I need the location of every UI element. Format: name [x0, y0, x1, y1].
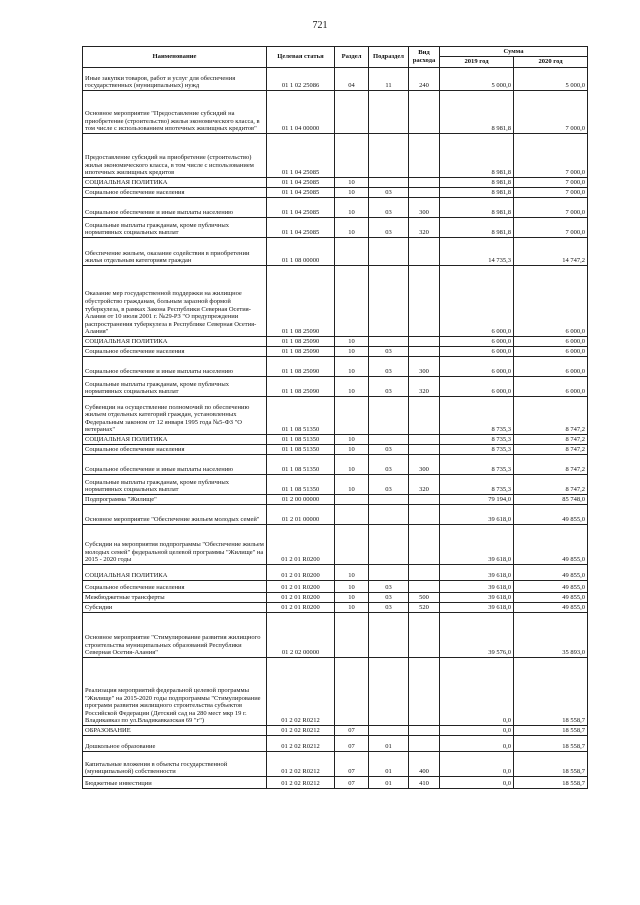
row-name: Обеспечение жильем, оказание содействия в приобретении жилья отдельным категориям граждан — [83, 238, 267, 266]
row-expense-type — [409, 445, 440, 455]
row-subsection: 03 — [369, 593, 409, 603]
row-subsection — [369, 525, 409, 565]
row-amount-2020: 7 000,0 — [514, 218, 588, 238]
row-amount-2019: 6 000,0 — [440, 337, 514, 347]
row-subsection — [369, 91, 409, 134]
table-body — [83, 68, 588, 789]
row-target-code: 01 1 08 51350 — [267, 445, 335, 455]
row-amount-2020: 18 558,7 — [514, 736, 588, 752]
row-subsection: 03 — [369, 198, 409, 218]
row-name: Социальное обеспечение населения — [83, 188, 267, 198]
row-name: Социальное обеспечение и иные выплаты населению — [83, 455, 267, 475]
row-amount-2020: 18 558,7 — [514, 726, 588, 736]
row-expense-type — [409, 613, 440, 658]
row-name: Подпрограмма "Жилище" — [83, 495, 267, 505]
table-row — [83, 613, 588, 658]
row-amount-2019: 0,0 — [440, 658, 514, 726]
table-row — [83, 435, 588, 445]
row-name: Социальное обеспечение населения — [83, 347, 267, 357]
row-expense-type: 410 — [409, 777, 440, 789]
row-name: Иные закупки товаров, работ и услуг для обеспечения государственных (муниципальных) нужд — [83, 68, 267, 91]
row-section: 07 — [335, 726, 369, 736]
header-sum: Сумма — [440, 47, 588, 57]
row-amount-2019: 39 618,0 — [440, 525, 514, 565]
row-amount-2019: 8 981,8 — [440, 91, 514, 134]
row-name: Социальные выплаты гражданам, кроме публичных нормативных социальных выплат — [83, 475, 267, 495]
row-expense-type — [409, 505, 440, 525]
row-section: 04 — [335, 68, 369, 91]
row-target-code: 01 1 08 25090 — [267, 337, 335, 347]
row-expense-type — [409, 565, 440, 581]
row-target-code: 01 2 02 R0212 — [267, 726, 335, 736]
row-expense-type — [409, 347, 440, 357]
row-amount-2019: 39 618,0 — [440, 581, 514, 593]
row-subsection — [369, 726, 409, 736]
row-amount-2019: 8 735,3 — [440, 397, 514, 435]
row-section: 10 — [335, 445, 369, 455]
row-amount-2020: 35 893,0 — [514, 613, 588, 658]
table-row — [83, 565, 588, 581]
row-section — [335, 613, 369, 658]
row-section: 10 — [335, 198, 369, 218]
row-amount-2020: 49 855,0 — [514, 581, 588, 593]
row-subsection — [369, 266, 409, 337]
row-amount-2019: 6 000,0 — [440, 347, 514, 357]
row-amount-2020: 8 747,2 — [514, 455, 588, 475]
row-expense-type: 240 — [409, 68, 440, 91]
row-target-code: 01 2 02 R0212 — [267, 752, 335, 777]
row-expense-type — [409, 736, 440, 752]
table-row — [83, 238, 588, 266]
row-section — [335, 495, 369, 505]
row-target-code: 01 2 01 R0200 — [267, 581, 335, 593]
row-target-code: 01 1 08 25090 — [267, 266, 335, 337]
table-row — [83, 603, 588, 613]
table-row — [83, 455, 588, 475]
row-target-code: 01 1 04 25085 — [267, 218, 335, 238]
row-amount-2019: 8 981,8 — [440, 188, 514, 198]
row-amount-2019: 8 981,8 — [440, 218, 514, 238]
row-section: 10 — [335, 347, 369, 357]
row-expense-type — [409, 188, 440, 198]
row-section: 10 — [335, 603, 369, 613]
row-target-code: 01 1 08 51350 — [267, 397, 335, 435]
row-amount-2020: 7 000,0 — [514, 188, 588, 198]
table-row — [83, 726, 588, 736]
row-amount-2019: 0,0 — [440, 726, 514, 736]
row-amount-2019: 6 000,0 — [440, 377, 514, 397]
row-amount-2020: 49 855,0 — [514, 565, 588, 581]
header-name: Наименование — [83, 47, 267, 68]
row-amount-2019: 6 000,0 — [440, 357, 514, 377]
row-section: 07 — [335, 736, 369, 752]
row-name: Дошкольное образование — [83, 736, 267, 752]
row-target-code: 01 2 01 R0200 — [267, 525, 335, 565]
row-subsection: 01 — [369, 736, 409, 752]
row-name: Социальное обеспечение и иные выплаты населению — [83, 198, 267, 218]
row-target-code: 01 1 08 25090 — [267, 357, 335, 377]
row-section: 10 — [335, 593, 369, 603]
row-subsection: 03 — [369, 475, 409, 495]
row-subsection: 03 — [369, 603, 409, 613]
row-section: 10 — [335, 377, 369, 397]
row-section: 07 — [335, 777, 369, 789]
row-section: 10 — [335, 581, 369, 593]
row-target-code: 01 1 04 25085 — [267, 178, 335, 188]
table-row — [83, 347, 588, 357]
row-amount-2019: 8 735,3 — [440, 445, 514, 455]
row-expense-type: 320 — [409, 377, 440, 397]
table-row — [83, 68, 588, 91]
header-section: Раздел — [335, 47, 369, 68]
row-subsection: 01 — [369, 777, 409, 789]
row-name: СОЦИАЛЬНАЯ ПОЛИТИКА — [83, 178, 267, 188]
row-amount-2019: 8 735,3 — [440, 475, 514, 495]
row-section: 10 — [335, 337, 369, 347]
row-name: СОЦИАЛЬНАЯ ПОЛИТИКА — [83, 565, 267, 581]
row-name: Бюджетные инвестиции — [83, 777, 267, 789]
row-subsection — [369, 505, 409, 525]
row-amount-2019: 39 618,0 — [440, 593, 514, 603]
row-name: Основное мероприятие "Стимулирование развития жилищного строительства муниципальных образований Республики Северная Осетия-Алания" — [83, 613, 267, 658]
row-amount-2019: 8 981,8 — [440, 134, 514, 178]
row-subsection — [369, 658, 409, 726]
table-row — [83, 445, 588, 455]
header-year-2020: 2020 год — [514, 57, 588, 68]
row-amount-2019: 6 000,0 — [440, 266, 514, 337]
row-subsection — [369, 238, 409, 266]
row-target-code: 01 2 02 R0212 — [267, 736, 335, 752]
row-expense-type — [409, 525, 440, 565]
header-target: Целевая статья — [267, 47, 335, 68]
row-amount-2020: 6 000,0 — [514, 357, 588, 377]
row-section: 10 — [335, 218, 369, 238]
row-subsection: 03 — [369, 581, 409, 593]
row-section: 10 — [335, 455, 369, 475]
table-row — [83, 525, 588, 565]
row-target-code: 01 1 04 00000 — [267, 91, 335, 134]
table-row — [83, 218, 588, 238]
row-amount-2020: 8 747,2 — [514, 445, 588, 455]
row-section — [335, 238, 369, 266]
row-expense-type — [409, 581, 440, 593]
row-target-code: 01 1 08 51350 — [267, 435, 335, 445]
row-expense-type — [409, 178, 440, 188]
row-expense-type — [409, 658, 440, 726]
table-row — [83, 357, 588, 377]
row-amount-2020: 7 000,0 — [514, 134, 588, 178]
table-row — [83, 178, 588, 188]
row-expense-type — [409, 435, 440, 445]
row-target-code: 01 1 04 25085 — [267, 198, 335, 218]
row-name: ОБРАЗОВАНИЕ — [83, 726, 267, 736]
row-amount-2019: 8 981,8 — [440, 198, 514, 218]
row-section: 10 — [335, 435, 369, 445]
row-expense-type — [409, 726, 440, 736]
row-section — [335, 658, 369, 726]
row-subsection — [369, 397, 409, 435]
row-section: 10 — [335, 357, 369, 377]
row-target-code: 01 2 02 R0212 — [267, 777, 335, 789]
row-name: Предоставление субсидий на приобретение (строительство) жилья экономического класса, в том числе с использованием ипотечных жилищных кредитов — [83, 134, 267, 178]
row-subsection — [369, 178, 409, 188]
table-row — [83, 475, 588, 495]
row-amount-2019: 0,0 — [440, 777, 514, 789]
row-subsection: 03 — [369, 347, 409, 357]
row-amount-2020: 49 855,0 — [514, 525, 588, 565]
row-target-code: 01 2 02 R0212 — [267, 658, 335, 726]
row-target-code: 01 1 08 00000 — [267, 238, 335, 266]
row-expense-type — [409, 266, 440, 337]
page-number: 721 — [312, 20, 328, 31]
table-row — [83, 397, 588, 435]
row-target-code: 01 1 08 51350 — [267, 455, 335, 475]
row-expense-type — [409, 337, 440, 347]
row-subsection: 03 — [369, 218, 409, 238]
row-subsection — [369, 565, 409, 581]
row-expense-type: 500 — [409, 593, 440, 603]
table-row — [83, 188, 588, 198]
row-subsection — [369, 613, 409, 658]
row-target-code: 01 2 02 00000 — [267, 613, 335, 658]
table-row — [83, 91, 588, 134]
row-amount-2020: 14 747,2 — [514, 238, 588, 266]
row-amount-2020: 7 000,0 — [514, 198, 588, 218]
row-section: 10 — [335, 178, 369, 188]
row-amount-2020: 6 000,0 — [514, 377, 588, 397]
row-name: СОЦИАЛЬНАЯ ПОЛИТИКА — [83, 337, 267, 347]
row-subsection: 03 — [369, 188, 409, 198]
table-row — [83, 495, 588, 505]
row-amount-2019: 0,0 — [440, 736, 514, 752]
row-amount-2019: 39 618,0 — [440, 565, 514, 581]
row-amount-2020: 8 747,2 — [514, 435, 588, 445]
row-amount-2020: 49 855,0 — [514, 603, 588, 613]
table-row — [83, 593, 588, 603]
row-target-code: 01 2 01 00000 — [267, 505, 335, 525]
row-target-code: 01 2 00 00000 — [267, 495, 335, 505]
row-name: Субсидии — [83, 603, 267, 613]
row-amount-2019: 39 618,0 — [440, 603, 514, 613]
row-amount-2020: 18 558,7 — [514, 752, 588, 777]
row-name: Субвенции на осуществление полномочий по обеспечению жильем отдельных категорий граждан, установленных Федеральным законом от 12 января 1995 года №5-ФЗ "О ветеранах" — [83, 397, 267, 435]
row-section: 10 — [335, 475, 369, 495]
row-name: Социальные выплаты гражданам, кроме публичных нормативных социальных выплат — [83, 218, 267, 238]
row-subsection — [369, 495, 409, 505]
table-row — [83, 777, 588, 789]
row-section: 10 — [335, 565, 369, 581]
row-amount-2019: 0,0 — [440, 752, 514, 777]
row-expense-type: 400 — [409, 752, 440, 777]
row-amount-2020: 18 558,7 — [514, 658, 588, 726]
row-amount-2019: 8 735,3 — [440, 455, 514, 475]
row-target-code: 01 1 04 25085 — [267, 134, 335, 178]
table-row — [83, 505, 588, 525]
row-target-code: 01 1 08 25090 — [267, 377, 335, 397]
table-row — [83, 377, 588, 397]
row-amount-2020: 7 000,0 — [514, 178, 588, 188]
row-amount-2020: 49 855,0 — [514, 593, 588, 603]
row-target-code: 01 2 01 R0200 — [267, 565, 335, 581]
table-row — [83, 752, 588, 777]
row-name: Оказание мер государственной поддержки на жилищное обустройство гражданам, больным заразной формой туберкулеза, в рамках Закона Республики Северная Осетия-Алания от 10 июля 2001 г. №29-РЗ "О предупреждении распространения туберкулеза в Республике Северная Осетия-Алания" — [83, 266, 267, 337]
table-row — [83, 736, 588, 752]
row-amount-2020: 5 000,0 — [514, 68, 588, 91]
budget-table — [82, 46, 588, 789]
row-amount-2019: 39 618,0 — [440, 505, 514, 525]
row-name: Социальные выплаты гражданам, кроме публичных нормативных социальных выплат — [83, 377, 267, 397]
row-expense-type — [409, 91, 440, 134]
table-row — [83, 337, 588, 347]
row-target-code: 01 1 02 25086 — [267, 68, 335, 91]
header-year-2019: 2019 год — [440, 57, 514, 68]
row-expense-type: 320 — [409, 475, 440, 495]
row-subsection: 03 — [369, 445, 409, 455]
row-subsection: 11 — [369, 68, 409, 91]
row-subsection: 03 — [369, 455, 409, 475]
row-name: Капитальные вложения в объекты государственной (муниципальной) собственности — [83, 752, 267, 777]
row-name: Социальное обеспечение населения — [83, 581, 267, 593]
row-name: Основное мероприятие "Предоставление субсидий на приобретение (строительство) жилья экономического класса, в том числе с использованием ипотечных жилищных кредитов" — [83, 91, 267, 134]
row-target-code: 01 2 01 R0200 — [267, 603, 335, 613]
row-expense-type — [409, 495, 440, 505]
table-row — [83, 134, 588, 178]
row-section — [335, 525, 369, 565]
table-row — [83, 198, 588, 218]
header-expense-type: Вид расхода — [409, 47, 440, 68]
row-section — [335, 91, 369, 134]
row-expense-type: 520 — [409, 603, 440, 613]
row-amount-2019: 79 194,0 — [440, 495, 514, 505]
row-expense-type — [409, 134, 440, 178]
row-name: Основное мероприятие "Обеспечение жильем молодых семей" — [83, 505, 267, 525]
row-target-code: 01 1 08 51350 — [267, 475, 335, 495]
row-subsection: 03 — [369, 357, 409, 377]
row-subsection — [369, 134, 409, 178]
row-target-code: 01 2 01 R0200 — [267, 593, 335, 603]
row-section — [335, 134, 369, 178]
row-subsection: 03 — [369, 377, 409, 397]
row-amount-2019: 14 735,3 — [440, 238, 514, 266]
row-amount-2020: 49 855,0 — [514, 505, 588, 525]
row-expense-type: 300 — [409, 357, 440, 377]
row-amount-2020: 8 747,2 — [514, 397, 588, 435]
row-amount-2020: 85 748,0 — [514, 495, 588, 505]
row-target-code: 01 1 08 25090 — [267, 347, 335, 357]
row-amount-2020: 6 000,0 — [514, 266, 588, 337]
row-amount-2020: 6 000,0 — [514, 347, 588, 357]
row-amount-2019: 8 735,3 — [440, 435, 514, 445]
row-amount-2019: 39 576,0 — [440, 613, 514, 658]
row-expense-type: 300 — [409, 455, 440, 475]
row-amount-2020: 8 747,2 — [514, 475, 588, 495]
row-section: 10 — [335, 188, 369, 198]
row-name: Социальное обеспечение населения — [83, 445, 267, 455]
row-expense-type: 300 — [409, 198, 440, 218]
row-subsection — [369, 435, 409, 445]
header-subsection: Подраздел — [369, 47, 409, 68]
row-name: Реализация мероприятий федеральной целевой программы "Жилище" на 2015-2020 годы подпрограммы "Стимулирование программ развития жилищного строительства субъектов Российской Федерации (Детский сад на 280 мест мкр 19 г. Владикавказ по ул.Владикавказская 69 "г") — [83, 658, 267, 726]
row-name: Межбюджетные трансферты — [83, 593, 267, 603]
row-amount-2019: 5 000,0 — [440, 68, 514, 91]
row-name: Социальное обеспечение и иные выплаты населению — [83, 357, 267, 377]
row-section — [335, 505, 369, 525]
row-expense-type — [409, 397, 440, 435]
row-name: СОЦИАЛЬНАЯ ПОЛИТИКА — [83, 435, 267, 445]
table-row — [83, 266, 588, 337]
table-row — [83, 581, 588, 593]
table-row — [83, 658, 588, 726]
row-expense-type: 320 — [409, 218, 440, 238]
row-amount-2020: 7 000,0 — [514, 91, 588, 134]
row-amount-2020: 6 000,0 — [514, 337, 588, 347]
row-expense-type — [409, 238, 440, 266]
row-name: Субсидии на мероприятия подпрограммы "Обеспечение жильем молодых семей" федеральной целевой программы "Жилище" на 2015 - 2020 годы — [83, 525, 267, 565]
row-amount-2019: 8 981,8 — [440, 178, 514, 188]
row-section: 07 — [335, 752, 369, 777]
row-section — [335, 397, 369, 435]
row-section — [335, 266, 369, 337]
row-subsection: 01 — [369, 752, 409, 777]
row-target-code: 01 1 04 25085 — [267, 188, 335, 198]
row-amount-2020: 18 558,7 — [514, 777, 588, 789]
row-subsection — [369, 337, 409, 347]
